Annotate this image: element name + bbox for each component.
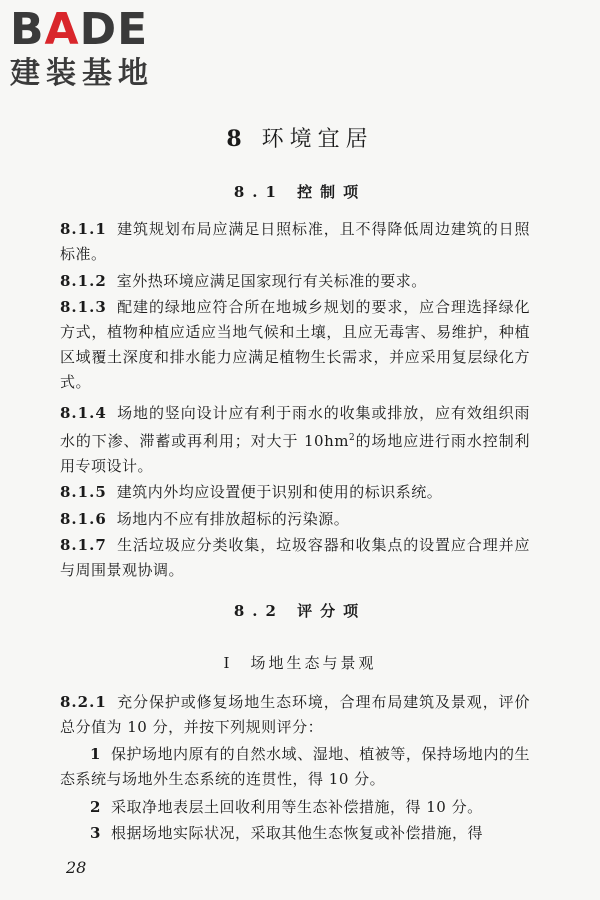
logo-wordmark: BADE — [10, 4, 149, 55]
section-heading-8-1: 8.1 控制项 — [233, 183, 367, 201]
clause-8-1-5: 8.1.5 建筑内外均应设置便于识别和使用的标识系统。 — [60, 483, 443, 501]
clause-8-1-2: 8.1.2 室外热环境应满足国家现行有关标准的要求。 — [60, 272, 427, 290]
logo-subtitle: 建装基地 — [10, 56, 154, 91]
clause-8-1-1: 8.1.1 建筑规划布局应满足日照标准，且不得降低周边建筑的日照标准。 — [60, 220, 530, 263]
list-item: 1 保护场地内原有的自然水域、湿地、植被等，保持场地内的生态系统与场地外生态系统的连贯性，得 10 分。 — [60, 745, 530, 788]
subsection-heading: Ⅰ 场地生态与景观 — [223, 654, 377, 672]
chapter-title — [0, 122, 600, 153]
section-heading-8-2: 8.2 评分项 — [233, 602, 367, 620]
clause-8-1-6: 8.1.6 场地内不应有排放超标的污染源。 — [60, 510, 350, 528]
list-item: 2 采取净地表层土回收利用等生态补偿措施，得 10 分。 — [90, 798, 483, 816]
clause-8-1-7: 8.1.7 生活垃圾应分类收集，垃圾容器和收集点的设置应合理并应与周围景观协调。 — [60, 536, 530, 579]
bade-logo — [10, 6, 180, 92]
chapter-text: 环境宜居 — [261, 127, 374, 152]
chapter-number: 8 — [226, 126, 248, 152]
list-item: 3 根据场地实际状况，采取其他生态恢复或补偿措施，得 — [90, 824, 483, 842]
page-number: 28 — [66, 858, 87, 877]
clause-8-1-4: 8.1.4 场地的竖向设计应有利于雨水的收集或排放，应有效组织雨水的下渗、滞蓄或再利用；对大于 $10hm^2$的场地应进行雨水控制利用专项设计。 — [60, 404, 530, 475]
clause-8-1-3: 8.1.3 配建的绿地应符合所在地城乡规划的要求，应合理选择绿化方式，植物种植应适应当地气候和土壤，且应无毒害、易维护，种植区域覆土深度和排水能力应满足植物生长需求，并应采用复层绿化方式。 — [60, 298, 530, 391]
clause-8-2-1: 8.2.1 充分保护或修复场地生态环境，合理布局建筑及景观，评价总分值为 10 分，并按下列规则评分： — [60, 693, 530, 736]
